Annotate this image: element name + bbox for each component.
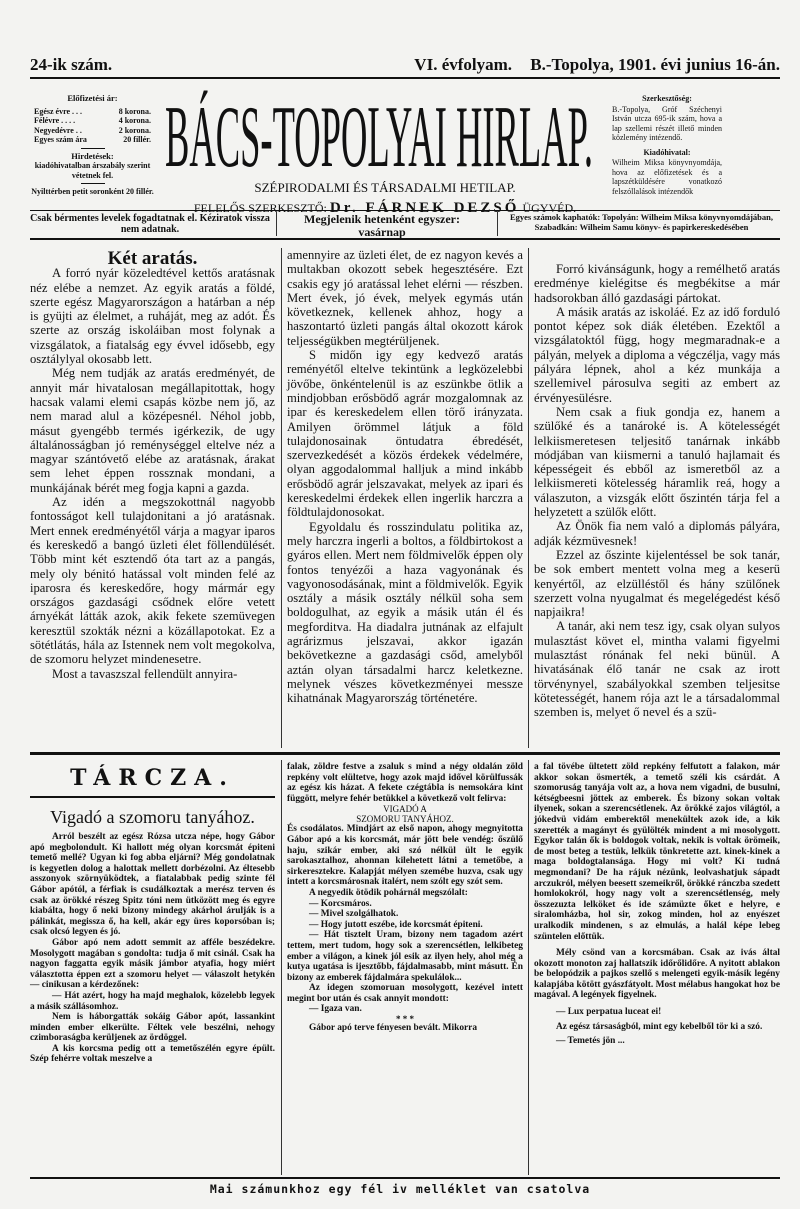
divider [30, 238, 780, 240]
paragraph: Az idegen szomoruan mosolygott, kezével intett megint bor után és csak annyit mondott: [287, 983, 523, 1004]
paragraph: Gábor apó terve fényesen bevált. Mikorra [309, 1023, 478, 1034]
paragraph: — Hát azért, hogy ha majd meghalok, közelebb legyek a másik szállásomhoz. [30, 990, 275, 1012]
divider [30, 77, 780, 79]
editor-name: Dr. FÁRNEK DEZSŐ [329, 200, 520, 216]
divider [30, 752, 780, 755]
article-column-1 [30, 248, 275, 681]
price-row [34, 116, 151, 126]
ads-text: kiadóhivatalban árszabály szerint vétetnek fel. [34, 161, 151, 180]
article-column-3 [534, 262, 780, 720]
subtitle: SZÉPIRODALMI ÉS TÁRSADALMI HETILAP. [254, 180, 516, 195]
paragraph: Forró kivánságunk, hogy a remélhető aratás eredménye kielégitse és megbékitse a már hadsorokban álló gazdasági pártokat. [534, 262, 780, 305]
issue-number: 24-ik szám. [30, 55, 113, 74]
masthead [160, 88, 600, 173]
section-break: * * * [396, 1014, 414, 1025]
divider [30, 1177, 780, 1179]
price-row [34, 126, 151, 136]
issue-line [30, 55, 780, 75]
paragraph: A negyedik ötödik pohárnál megszólalt: [309, 887, 468, 898]
paragraphs [534, 762, 780, 1047]
column-rule [528, 248, 529, 748]
feuilleton-column-2 [287, 762, 523, 1034]
editor-prefix: FELELŐS SZERKESZTŐ: [193, 201, 327, 215]
price-label: Félévre . . . . [34, 116, 76, 125]
paragraph: Az idén a megszokottnál nagyobb fontosságot kell tulajdonitani a jó aratásnak. Mert ennek eredményétől várja a magyar iparos és kereskedő a bangó üzleti élet föllendülését. Több mint két esztendő óta tart az a pangás, mely oly bénitó hatással volt minden felé az iparosra és kereskedőre, hogy mármár egy országos gazdasági csődnek előre vetett árnyékát látták azok, akik fekete szemüvegen keresztül szokták nézni a közállapotokat. Ez a sötétlátás, hála az Istennek nem volt megokolva, de szomoru helyzet mindenesetre. [30, 495, 275, 667]
price-value: 4 korona. [118, 116, 151, 125]
office-box [612, 92, 722, 196]
editorial-heading: Szerkesztőség: [642, 94, 692, 103]
paragraph: — Hogy jutott eszébe, ide korcsmát épiteni. [309, 919, 483, 930]
paragraph: Egyoldalu és rosszindulatu politika az, mely harczra ingerli a boltos, a földbirtokost a gyáros ellen. Mert nem földmivelők éppen oly fontos tenyézői a haza vagyonának és vagyonosodásának, mint a földmivelők. Egyik osztály a másik osztály nélkül soha sem boldogulhat, az egyik a másik után él és megforditva. Ha diadalra jutnának az elfajult agrárizmus jelszavai, akkor igazán bekövetkezne a gazdasági csőd, amelyből aztán olyan társadalmi harcz keletkezne. melynek vészes következményei messze kihatnának Magyarország történetére. [287, 519, 523, 706]
paragraph: Az egész társaságból, mint egy kebelből tör ki a szó. [556, 1021, 763, 1032]
paragraph: — Temetés jön ... [556, 1036, 625, 1047]
publisher-heading: Kiadóhivatal: [643, 147, 691, 157]
info-right: Egyes számok kaphatók: Topolyán: Wilheim Miksa könyvnyomdájában, Szabadkán: Wilheim Samu könyv- és papirkereskedésében [509, 212, 774, 232]
feuilleton-column-3 [534, 762, 780, 1047]
masthead-title: BÁCS-TOPOLYAI HIRLAP. [165, 89, 593, 173]
column-rule [281, 248, 282, 748]
paragraph: Most a tavaszszal fellendült annyira- [52, 666, 238, 681]
column-rule [497, 212, 498, 236]
story-title: Vigadó a szomoru tanyához. [50, 807, 255, 827]
paragraph: Mély csönd van a korcsmában. Csak az ivás által okozott monoton zaj hallatszik időrőlidőre. A nyitott ablakon be belopódzik a pajkos szellő s melengeti egyik-másik legény kalapjába kötött gyászfátyolt. Most mélabus hangokat hoz be magával. A legények figyelnek. [534, 948, 780, 1001]
ads-heading: Hirdetések: [71, 150, 114, 161]
info-center: Megjelenik hetenként egyszer: vasárnap [304, 212, 460, 239]
volume: VI. évfolyam. [414, 55, 513, 74]
divider [30, 210, 780, 211]
price-label: Egyes szám ára [34, 135, 87, 144]
feuilleton-column-1 [30, 764, 275, 1065]
price-row [34, 135, 151, 145]
paragraph: — Mivel szolgálhatok. [309, 909, 399, 920]
editor-suffix: ÜGYVÉD. [522, 201, 577, 215]
paragraphs [287, 824, 523, 1015]
price-row [34, 107, 151, 117]
paragraph: — Korcsmáros. [309, 898, 372, 909]
column-rule [281, 760, 282, 1175]
info-left: Csak bérmentes levelek fogadtatnak el. Kéziratok vissza nem adatnak. [30, 213, 270, 235]
article-column-2 [287, 248, 523, 706]
paragraph: falak, zöldre festve a zsaluk s mind a négy oldalán zöld repkény volt elültetve, hogy azok majd idővel körülfussák az egész kis házat. A fekete czégtábla is nemsokára kint függött, melyre fehér betükkel a következő volt felirva: [287, 762, 523, 804]
paragraphs [30, 832, 275, 1065]
paragraph: Nem csak a fiuk gondja ez, hanem a szülőké és a tanároké is. A kötelességét lelkiismeretesen teljesitő tanárnak inkább módjában van kiismerni a tanuló hajlamait és képességeit és ebből az ismeretből az a lelkiismereti kötelesség háramlik reá, hogy a válaszuton, a vizsgák előtt őszintén tárja fel a helyzetett a szülők előtt. [534, 404, 780, 520]
paragraph: És csodálatos. Mindjárt az első napon, ahogy megnyitotta Gábor apó a kis korcsmát, már jött bele vendég: őszülő haju, szikár ember, aki szó nélkül ült le egyik sarokasztalhoz, ahonnan kilehetett látni a temetőbe, a sirkeresztekre. Kalapját mélyen szemébe huzva, csak ugy intett a korcsmárosnak italért, nem szólt egy szót sem. [287, 824, 523, 888]
column-rule [528, 760, 529, 1175]
paragraphs [287, 248, 523, 706]
article-title: Két aratás. [107, 248, 198, 269]
paragraphs [534, 262, 780, 720]
paragraph: — Lux perpatua luceat ei! [556, 1007, 662, 1018]
paragraph: Arról beszélt az egész Rózsa utcza népe, hogy Gábor apó megbolondult. Ki hallott még olyan korcsmát épiteni temető mellé? Ugyan ki fog abba eljárni? Még gondolatnak is kegyetlen dolog a halottak mellett dorbézolni. Az éltesebb asszonyok szörnyüködtek, a fiatalabbak pedig szinte fél Gábor apótól, a férfiak is csudálkoztak a merész terven és csak az örökké részeg Spitz tóni nem ütközött meg és egyre kiabálta, hogy ő neki bizony mindegy akárhol árulják is a pálinkát, megissza ő, ha kell, akár egy üres koporsóban is; csak olcsó legyen és jó. [30, 832, 275, 938]
subscription-box [30, 92, 155, 197]
paragraph: — Igaza van. [309, 1004, 362, 1015]
price-value: 2 korona. [118, 125, 151, 135]
price-value: 20 fillér. [123, 135, 151, 144]
section-title: TÁRCZA. [70, 765, 235, 791]
price-list [34, 107, 151, 145]
place-date: B.-Topolya, 1901. évi junius 16-án. [530, 55, 780, 74]
paragraphs [30, 266, 275, 681]
paragraph: a fal tövébe ültetett zöld repkény felfutott a falakon, már akkor sokan ösmerték, a temető széli kis csárdát. A szomoruság tanyája volt az, a hova nem vigadni, de busulni, kétségbeesni jöttek az emberek. És bizony sokan voltak ilyenek, sokan a szerencsétlenek. Az örökké zajos világtól, a jókedvü vidám emberektől menekültek azok ide, a kik szerették a magányt és gyülölték mindent a mi mosolygott. Egykor talán ők is boldogok voltak, nekik is voltak örömeik, de most beteg a testük, lelkük tönkretette azt. kinek-kinek a maga boldogtalansága. Hogy mi volt? Ki tudná megmondani? De ha rájuk nézünk, leolvashatjuk sápadt arczukról, mélyen beesett szemeikről, örökké ránczba szedett homlokokról, hogy nagy volt a szerencsétlenség, mely összezuzta lelköket és ide számüzte őket e helyre, e siralomházba, hol sir, zokog minden, hol az enyészet uralkodik mindenen, s az elmulás, a halál képe lebeg szüntelen előttük. [534, 762, 780, 942]
paragraph: Nem is háborgatták sokáig Gábor apót, lassankint minden ember elkerülte. Féltek vele beszélni, nehogy czimboraságba kerüljenek az ördöggel. [30, 1012, 275, 1044]
column-rule [276, 212, 277, 236]
paragraph: A forró nyár közeledtével kettős aratásnak néz elébe a nemzet. Az egyik aratás a földé, szerte egész Magyarországon a határban a nép is gyüjti az élelmet, a ruháját, meg az adót. És szerte az ország iskoláiban most folynak a vizsgálatok, a fiatalság egy évvel idősebb, egy osztálylyal okosabb lett. [30, 266, 275, 367]
publisher-text: Wilheim Miksa könyvnyomdája, hova az előfizetések és a lapszétküldésére vonatkozó felszóllalások intézendők [612, 158, 722, 196]
paragraph: — Hát tisztelt Uram, bizony nem tagadom azért tettem, mert tudom, hogy sok a szerencsétlen, lelkibeteg ember a világon, a kinek jól esik az ilyen hely, ahol még a kutya ugatása is ijesztőbb, fájdalmasabb, mint másutt. Én bizony az emberek fájdalmára spekulálok... [287, 930, 523, 983]
paragraph: Gábor apó nem adott semmit az afféle beszédekre. Mosolygott magában s gondolta: tudja ő mit csinál. Csak ha nagyon faggatta egyik másik jámbor atyafia, hogy miért választotta éppen ezt a szomoru helyet — válaszolt hetykén — cinikusan a kérdezőnek: [30, 937, 275, 991]
sign-line: VIGADÓ A [383, 804, 427, 815]
paragraph: Még nem tudják az aratás eredményét, de annyit már hivatalosan megállapitottak, hogy hacsak valami elemi csapás közbe nem jő, az nem marad alul a középesnél. Néhol jobb, másut gyengébb termés igérkezik, de ugy általánosságban jó reménységgel eltelve néz a magyar szántóvető elébe az aratásnak, árakat sem lehet éppen rossznak mondani, a munkájának bérét meg fogja kapni a gazda. [30, 366, 275, 495]
paragraph: Az Önök fia nem való a diplomás pályára, adják kézmüvesnek! [534, 519, 780, 548]
price-value: 8 korona. [118, 106, 151, 116]
sign-line: SZOMORU TANYÁHOZ. [356, 814, 454, 825]
price-label: Egész évre . . . [34, 106, 83, 116]
supplement-notice: Mai számunkhoz egy fél iv melléklet van csatolva [209, 1182, 591, 1196]
paragraph: A másik aratás az iskoláé. Ez az idő forduló pontot képez sok diák életében. Ezektől a vizsgálatoktól függ, hogy megmaradnak-e a pályán, melyek a diploma a végczélja, vagy más pályára lépnek, ahol a kéz munkája a szellemivel párosulva segiti az embert az érvényesülésre. [534, 304, 780, 405]
subscription-heading: Előfizetési ár: [67, 93, 118, 103]
paragraph: A kis korcsma pedig ott a temetőszélén egyre épült. Szép fehérre voltak meszelve a [30, 1043, 275, 1065]
paragraph: Ezzel az őszinte kijelentéssel be sok tanár, be sok embert mentett volna meg a keserü kenyértől, az elzülléstől és hány szülőnek szerzett volna nyugalmat és megelégedést késő napjaikra! [534, 547, 780, 620]
paragraph: A tanár, aki nem tesz igy, csak olyan sulyos mulasztást követ el, mintha valami figyelmi mulasztást rónának fel neki bünül. A hivatásának élő tanár ne csak az irott törvénynyel, szabályokkal szemben teljesitse kötetességét, hanem rója azt le a társadalommal szemben is, melyet ő nevel és a szü- [534, 619, 780, 720]
nyiltter-text: Nyilttérben petit soronként 20 fillér. [31, 187, 154, 196]
paragraph: amennyire az üzleti élet, de ez nagyon kevés a multakban okozott sebek hegesztésére. Ezt csakis egy jó aratással lehet elérni — részben. Mert évek, jó évek, melyek egymás után következnek, kellenek ahhoz, hogy a haszontartó üzleti pangás által okozott károk teljességükben megtérüljenek. [287, 248, 523, 348]
paragraph: S midőn igy egy kedvező aratás reményétől eltelve tekintünk a legközelebbi jövőbe, önkéntelenül is az eszünkbe ötlik a mindjobban erősbödő agrár mozgalomnak az ipar és kereskedelem ellen törő irányzata. Amilyen örömmel látjuk a föld tulajdonosainak öntudatra ébredését, szervezkedését a közös érdekek védelmére, olyan aggodalommal halljuk a mind inkább erősbödő agrár jelszavakat, melyek az ipari és kereskedelmi érdekek ellen ingerlik harczra a földtulajdonosokat. [287, 348, 523, 520]
editorial-text: B.-Topolya, Gróf Széchenyi István utcza 695-ik szám, hova a lap szellemi részét illető minden közlemény intézendő. [612, 104, 722, 142]
price-label: Negyedévre . . [34, 125, 82, 135]
